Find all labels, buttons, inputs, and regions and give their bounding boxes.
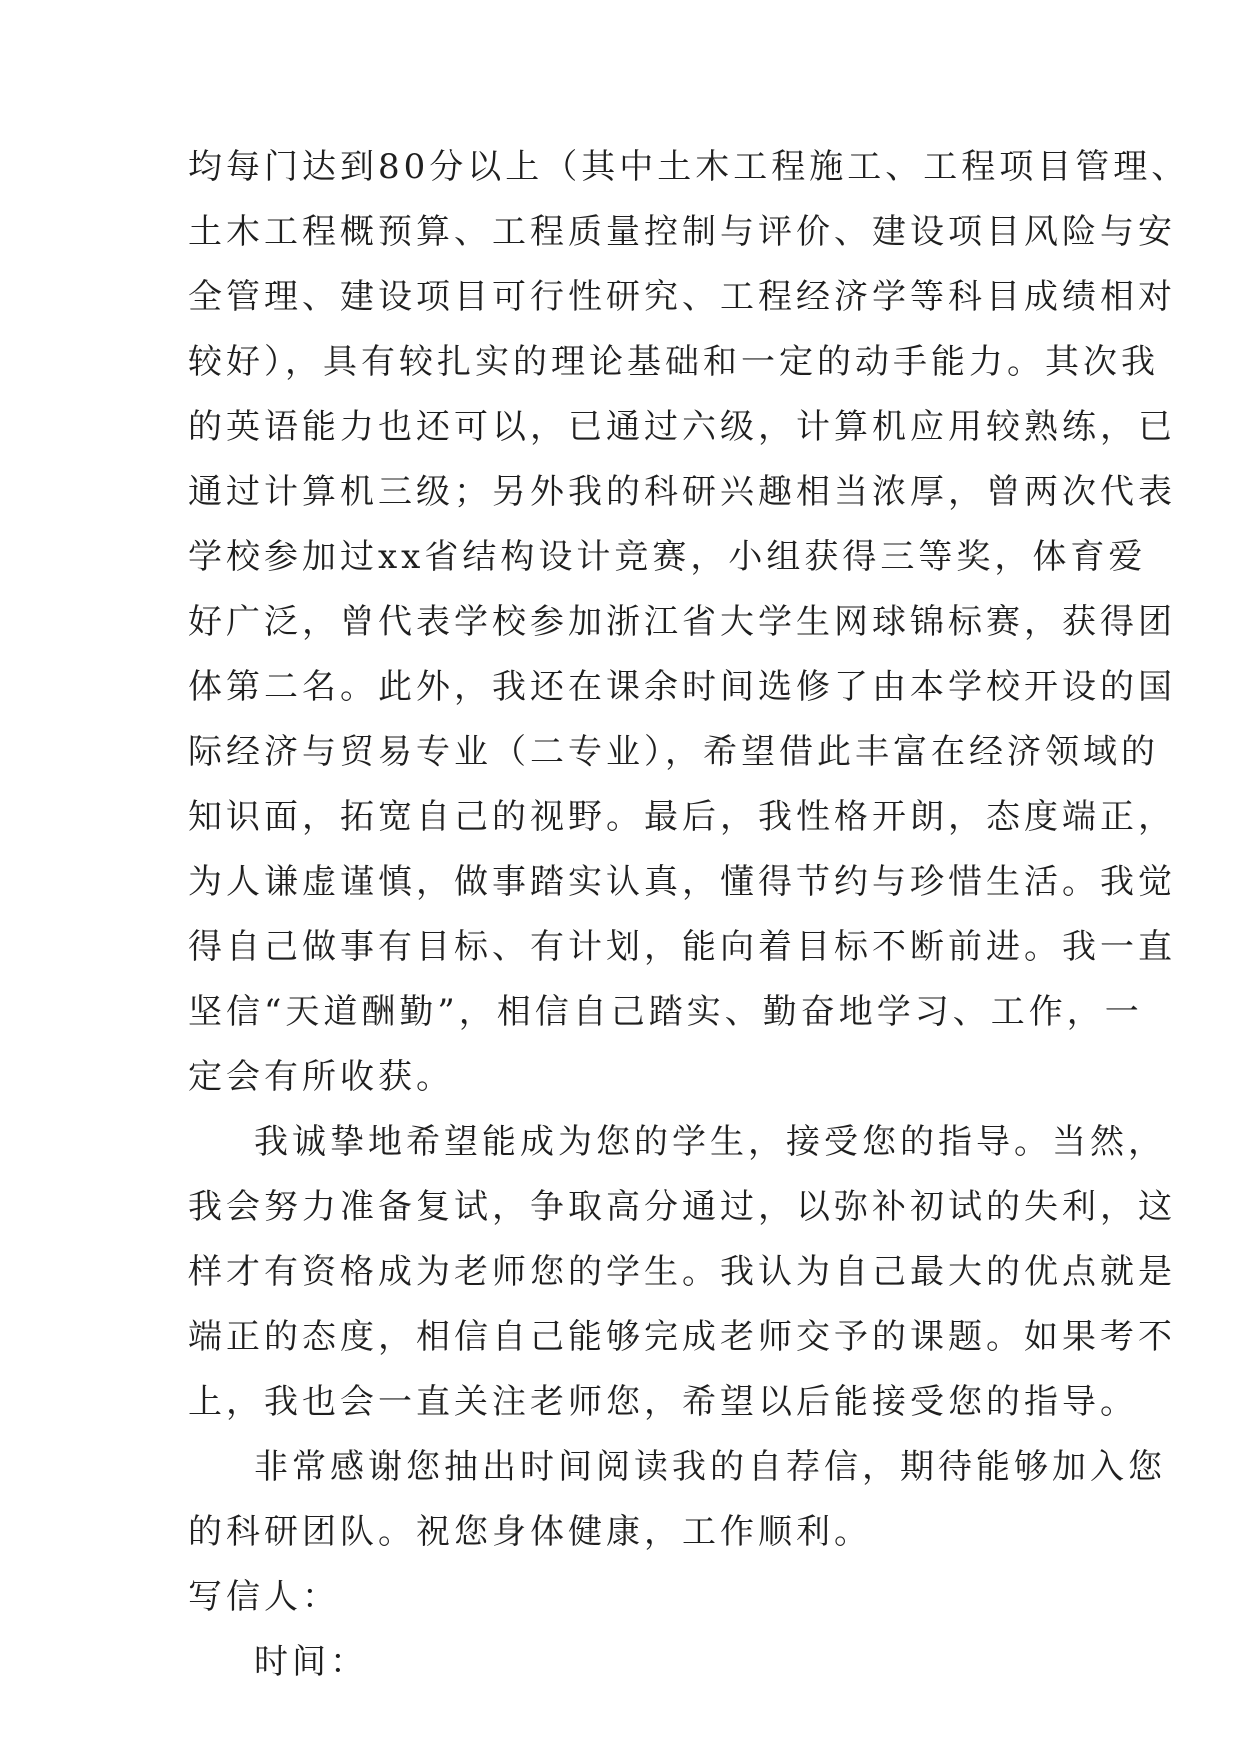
time-label: 时间： [254,1642,368,1682]
text-line: 端正的态度，相信自己能够完成老师交予的课题。如果考不 [188,1317,1176,1357]
paragraph-start-line: 非常感谢您抽出时间阅读我的自荐信，期待能够加入您 [254,1447,1166,1487]
signer-label: 写信人： [188,1577,340,1617]
text-line: 好广泛，曾代表学校参加浙江省大学生网球锦标赛，获得团 [188,602,1176,642]
text-line: 为人谦虚谨慎，做事踏实认真，懂得节约与珍惜生活。我觉 [188,862,1176,902]
text-line: 土木工程概预算、工程质量控制与评价、建设项目风险与安 [188,212,1176,252]
paragraph-start-line: 我诚挚地希望能成为您的学生，接受您的指导。当然， [254,1122,1166,1162]
text-line: 体第二名。此外，我还在课余时间选修了由本学校开设的国 [188,667,1176,707]
text-line: 较好），具有较扎实的理论基础和一定的动手能力。其次我 [188,342,1159,382]
text-line: 通过计算机三级；另外我的科研兴趣相当浓厚，曾两次代表 [188,472,1176,512]
text-line: 上，我也会一直关注老师您，希望以后能接受您的指导。 [188,1382,1138,1422]
text-line: 得自己做事有目标、有计划，能向着目标不断前进。我一直 [188,927,1176,967]
text-line: 的科研团队。祝您身体健康，工作顺利。 [188,1512,872,1552]
text-line: 际经济与贸易专业（二专业），希望借此丰富在经济领域的 [188,732,1159,772]
text-line: 的英语能力也还可以，已通过六级，计算机应用较熟练，已 [188,407,1176,447]
text-line: 均每门达到80分以上（其中土木工程施工、工程项目管理、 [188,147,1190,187]
text-line: 知识面，拓宽自己的视野。最后，我性格开朗，态度端正， [188,797,1176,837]
text-line: 样才有资格成为老师您的学生。我认为自己最大的优点就是 [188,1252,1176,1292]
text-line: 学校参加过xx省结构设计竞赛，小组获得三等奖，体育爱 [188,537,1147,577]
text-line: 坚信“天道酬勤”，相信自己踏实、勤奋地学习、工作，一 [188,992,1143,1032]
text-line: 我会努力准备复试，争取高分通过，以弥补初试的失利，这 [188,1187,1176,1227]
text-line: 全管理、建设项目可行性研究、工程经济学等科目成绩相对 [188,277,1176,317]
text-line: 定会有所收获。 [188,1057,454,1097]
